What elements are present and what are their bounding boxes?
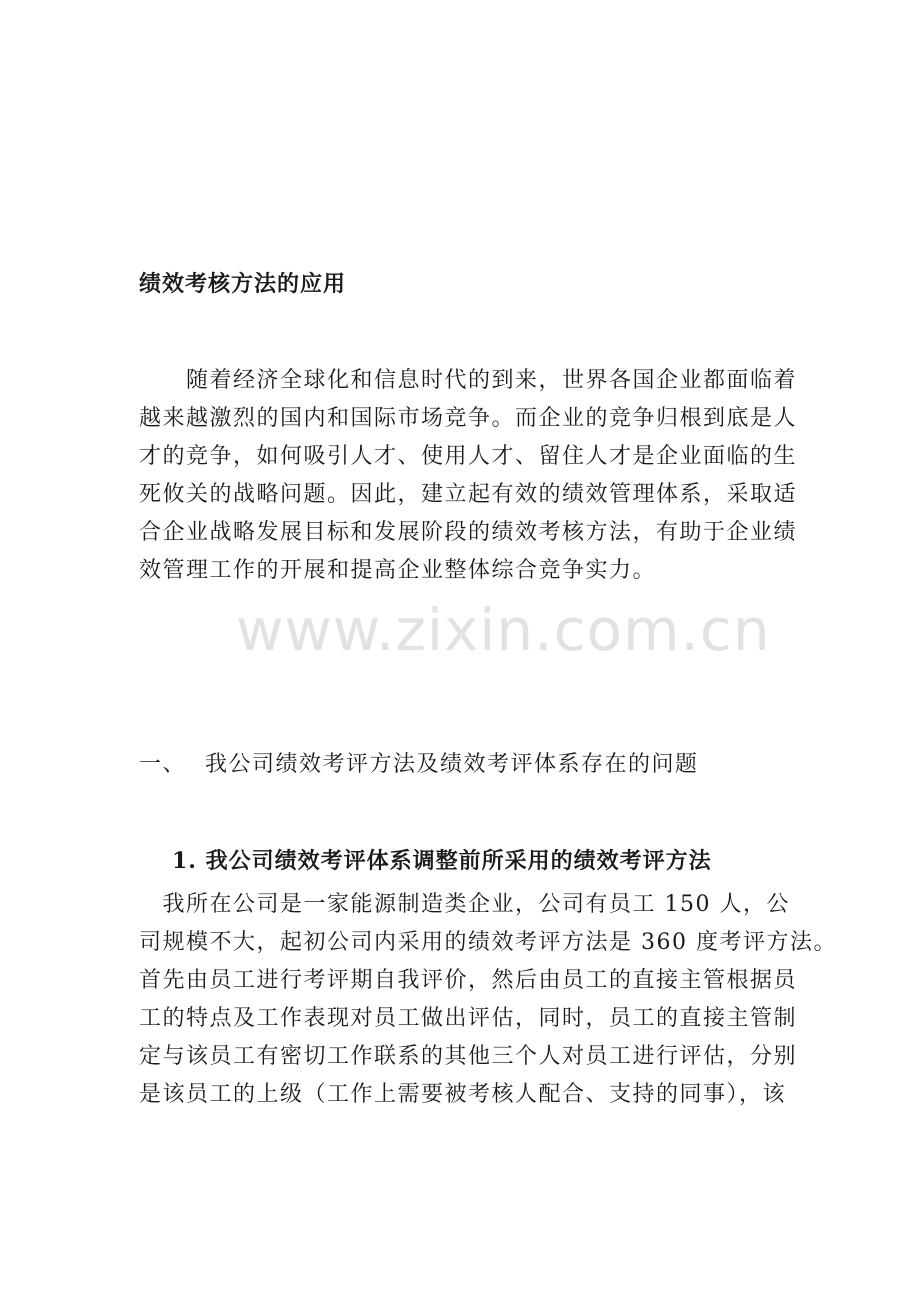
paragraph-line: 首先由员工进行考评期自我评价，然后由员工的直接主管根据员 [139,968,798,993]
intro-paragraph [139,362,798,590]
section-heading [139,746,699,784]
paragraph-line: 越来越激烈的国内和国际市场竞争。而企业的竞争归根到底是人 [139,406,798,431]
paragraph-line: 才的竞争，如何吸引人才、使用人才、留住人才是企业面临的生 [139,444,798,469]
section-number: 一、 [139,752,187,777]
section-heading-text: 我公司绩效考评方法及绩效考评体系存在的问题 [205,752,699,777]
paragraph-line: 工的特点及工作表现对员工做出评估，同时，员工的直接主管制 [139,1006,798,1031]
body-paragraph [139,886,837,1114]
paragraph-line: 司规模不大，起初公司内采用的绩效考评方法是 360 度考评方法。 [139,930,837,955]
paragraph-line: 合企业战略发展目标和发展阶段的绩效考核方法，有助于企业绩 [139,520,798,545]
paragraph-line: 随着经济全球化和信息时代的到来，世界各国企业都面临着 [139,368,798,393]
paragraph-line: 是该员工的上级（工作上需要被考核人配合、支持的同事），该 [139,1082,787,1107]
subsection-heading: 1. 我公司绩效考评体系调整前所采用的绩效考评方法 [172,848,712,874]
paragraph-line: 定与该员工有密切工作联系的其他三个人对员工进行评估，分别 [139,1044,798,1069]
watermark: www.zixin.com.cn [236,596,771,664]
paragraph-line: 效管理工作的开展和提高企业整体综合竞争实力。 [139,558,657,583]
paragraph-line: 死攸关的战略问题。因此，建立起有效的绩效管理体系，采取适 [139,482,798,507]
paragraph-line: 我所在公司是一家能源制造类企业，公司有员工 150 人，公 [139,892,790,917]
document-title: 绩效考核方法的应用 [139,271,347,297]
